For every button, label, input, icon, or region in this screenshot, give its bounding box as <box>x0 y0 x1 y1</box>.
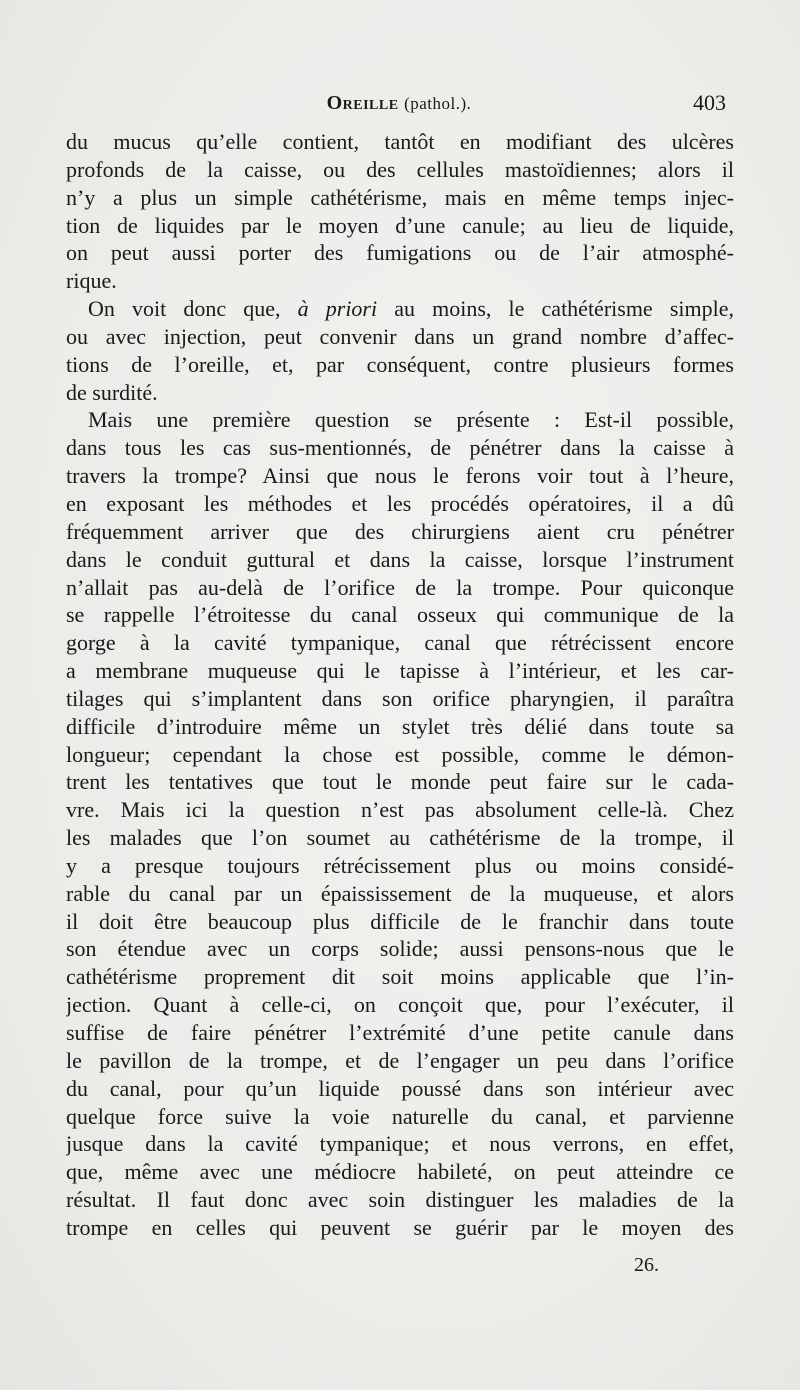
text-line: suffise de faire pénétrer l’extrémité d’une petite canule dans <box>66 1020 734 1045</box>
text-line: tions de l’oreille, et, par conséquent, contre plusieurs formes <box>66 351 734 377</box>
text-line: quelque force suive la voie naturelle du canal, et parvienne <box>66 1103 734 1129</box>
text-line: gorge à la cavité tympanique, canal que rétrécissent encore <box>66 630 734 656</box>
text-line: jection. Quant à celle-ci, on conçoit que, pour l’exécuter, il <box>66 992 734 1018</box>
text-line: tilages qui s’implantent dans son orifice pharyngien, il paraîtra <box>66 685 734 711</box>
text-line: y a presque toujours rétrécissement plus ou moins considé- <box>66 852 734 878</box>
page-header <box>66 92 732 122</box>
text-line: tion de liquides par le moyen d’une canule; au lieu de liquide, <box>66 212 734 238</box>
text-line: On voit donc que, à priori au moins, le cathétérisme simple, <box>88 296 734 322</box>
text-line: les malades que l’on soumet au cathétérisme de la trompe, il <box>66 825 734 851</box>
running-head <box>66 92 732 115</box>
text-line: rique. <box>66 268 117 294</box>
text-line: n’allait pas au-delà de l’orifice de la trompe. Pour quiconque <box>66 574 734 600</box>
text-line: n’y a plus un simple cathétérisme, mais en même temps injec- <box>66 184 734 210</box>
running-head-title: Oreille <box>326 92 399 114</box>
text-line: du mucus qu’elle contient, tantôt en modifiant des ulcères <box>66 129 734 154</box>
text-line: en exposant les méthodes et les procédés opératoires, il a dû <box>66 490 734 516</box>
running-head-subtitle: (pathol.). <box>404 94 472 113</box>
text-line: résultat. Il faut donc avec soin distinguer les maladies de la <box>66 1187 734 1213</box>
text-line: trent les tentatives que tout le monde peut faire sur le cada- <box>66 769 734 795</box>
text-line: dans tous les cas sus-mentionnés, de pénétrer dans la caisse à <box>66 435 734 461</box>
text-line: on peut aussi porter des fumigations ou de l’air atmosphé- <box>66 240 734 266</box>
text-line: profonds de la caisse, ou des cellules mastoïdiennes; alors il <box>66 156 734 182</box>
text-line: ou avec injection, peut convenir dans un grand nombre d’affec- <box>66 323 734 349</box>
text-line: trompe en celles qui peuvent se guérir par le moyen des <box>66 1214 734 1240</box>
text-line: il doit être beaucoup plus difficile de le franchir dans toute <box>66 908 734 934</box>
text-line: se rappelle l’étroitesse du canal osseux qui communique de la <box>66 602 734 628</box>
signature-mark: 26. <box>634 1254 659 1276</box>
text-line: longueur; cependant la chose est possible, comme le démon- <box>66 741 734 767</box>
text-line: Mais une première question se présente : Est-il possible, <box>88 407 734 433</box>
text-line: vre. Mais ici la question n’est pas absolument celle-là. Chez <box>66 797 734 823</box>
text-line: son étendue avec un corps solide; aussi pensons-nous que le <box>66 936 734 962</box>
text-line: le pavillon de la trompe, et de l’engager un peu dans l’orifice <box>66 1047 734 1073</box>
text-line: que, même avec une médiocre habileté, on peut atteindre ce <box>66 1159 734 1185</box>
text-line: difficile d’introduire même un stylet très délié dans toute sa <box>66 713 734 739</box>
text-line: travers la trompe? Ainsi que nous le ferons voir tout à l’heure, <box>66 463 734 489</box>
text-line: dans le conduit guttural et dans la caisse, lorsque l’instrument <box>66 546 734 572</box>
text-line: du canal, pour qu’un liquide poussé dans son intérieur avec <box>66 1075 734 1101</box>
italic-phrase: à priori <box>297 296 378 322</box>
text-line: jusque dans la cavité tympanique; et nous verrons, en effet, <box>66 1131 734 1157</box>
text-line: de surdité. <box>66 379 158 405</box>
text-line: fréquemment arriver que des chirurgiens aient cru pénétrer <box>66 518 734 544</box>
body-text <box>66 128 734 1242</box>
text-line: cathétérisme proprement dit soit moins applicable que l’in- <box>66 964 734 990</box>
text-line: rable du canal par un épaississement de la muqueuse, et alors <box>66 880 734 906</box>
page-number: 403 <box>693 90 726 115</box>
text-line: a membrane muqueuse qui le tapisse à l’intérieur, et les car- <box>66 658 734 684</box>
